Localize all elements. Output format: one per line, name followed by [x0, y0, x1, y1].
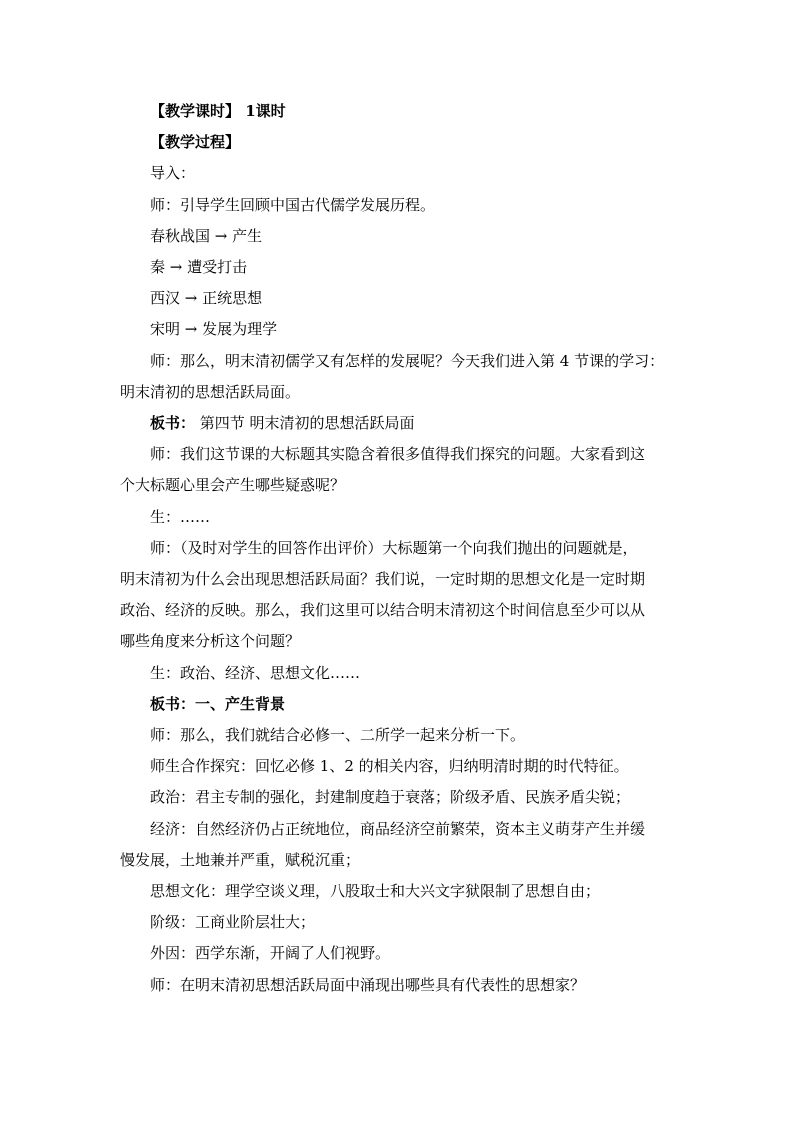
- text-line: 阶级：工商业阶层壮大；: [150, 913, 316, 932]
- text-line: 师：（及时对学生的回答作出评价）大标题第一个向我们抛出的问题就是，: [150, 538, 638, 557]
- text-line: 哪些角度来分析这个问题？: [120, 632, 301, 651]
- text-line: 慢发展，土地兼并严重，赋税沉重；: [120, 850, 361, 869]
- text-line: 师生合作探究：回忆必修 1、2 的相关内容，归纳明清时期的时代特征。: [150, 757, 629, 776]
- document-body: [120, 96, 680, 1001]
- text-line: 西汉 → 正统思想: [150, 289, 263, 308]
- text-line: 政治、经济的反映。那么，我们这里可以结合明末清初这个时间信息至少可以从: [120, 601, 646, 620]
- text-line: 秦 → 遭受打击: [150, 258, 248, 277]
- line-content: 第四节 明末清初的思想活跃局面: [195, 414, 415, 433]
- text-line: 春秋战国 → 产生: [150, 226, 263, 245]
- text-line: 思想文化：理学空谈义理，八股取士和大兴文字狱限制了思想自由；: [150, 882, 601, 901]
- text-line: 宋明 → 发展为理学: [150, 320, 278, 339]
- text-line: 个大标题心里会产生哪些疑惑呢？: [120, 476, 346, 495]
- text-line: 师：引导学生回顾中国古代儒学发展历程。: [150, 195, 436, 214]
- text-line: 师：在明末清初思想活跃局面中涌现出哪些具有代表性的思想家？: [150, 975, 586, 994]
- text-line: 生：政治、经济、思想文化……: [150, 663, 361, 682]
- text-line: 板书：一、产生背景: [150, 694, 286, 713]
- text-line: 导入：: [150, 164, 196, 183]
- text-line: [120, 408, 680, 439]
- text-line: 经济：自然经济仍占正统地位，商品经济空前繁荣，资本主义萌芽产生并缓: [150, 819, 646, 838]
- text-line: 【教学过程】: [150, 133, 241, 152]
- text-line: 【教学课时】 1课时: [150, 102, 286, 120]
- text-line: 政治：君主专制的强化，封建制度趋于衰落；阶级矛盾、民族矛盾尖锐；: [150, 788, 631, 807]
- text-line: 师：那么，明末清初儒学又有怎样的发展呢？今天我们进入第 4 节课的学习：: [150, 351, 665, 370]
- text-line: 明末清初的思想活跃局面。: [120, 382, 301, 401]
- text-line: 生：……: [150, 507, 211, 526]
- text-line: 外因：西学东渐，开阔了人们视野。: [150, 944, 391, 963]
- text-line: 师：那么，我们就结合必修一、二所学一起来分析一下。: [150, 726, 526, 745]
- document-page: [120, 96, 680, 1001]
- text-line: 师：我们这节课的大标题其实隐含着很多值得我们探究的问题。大家看到这: [150, 445, 646, 464]
- label-prefix: 板书：: [150, 414, 196, 433]
- text-line: 明末清初为什么会出现思想活跃局面？我们说，一定时期的思想文化是一定时期: [120, 570, 646, 589]
